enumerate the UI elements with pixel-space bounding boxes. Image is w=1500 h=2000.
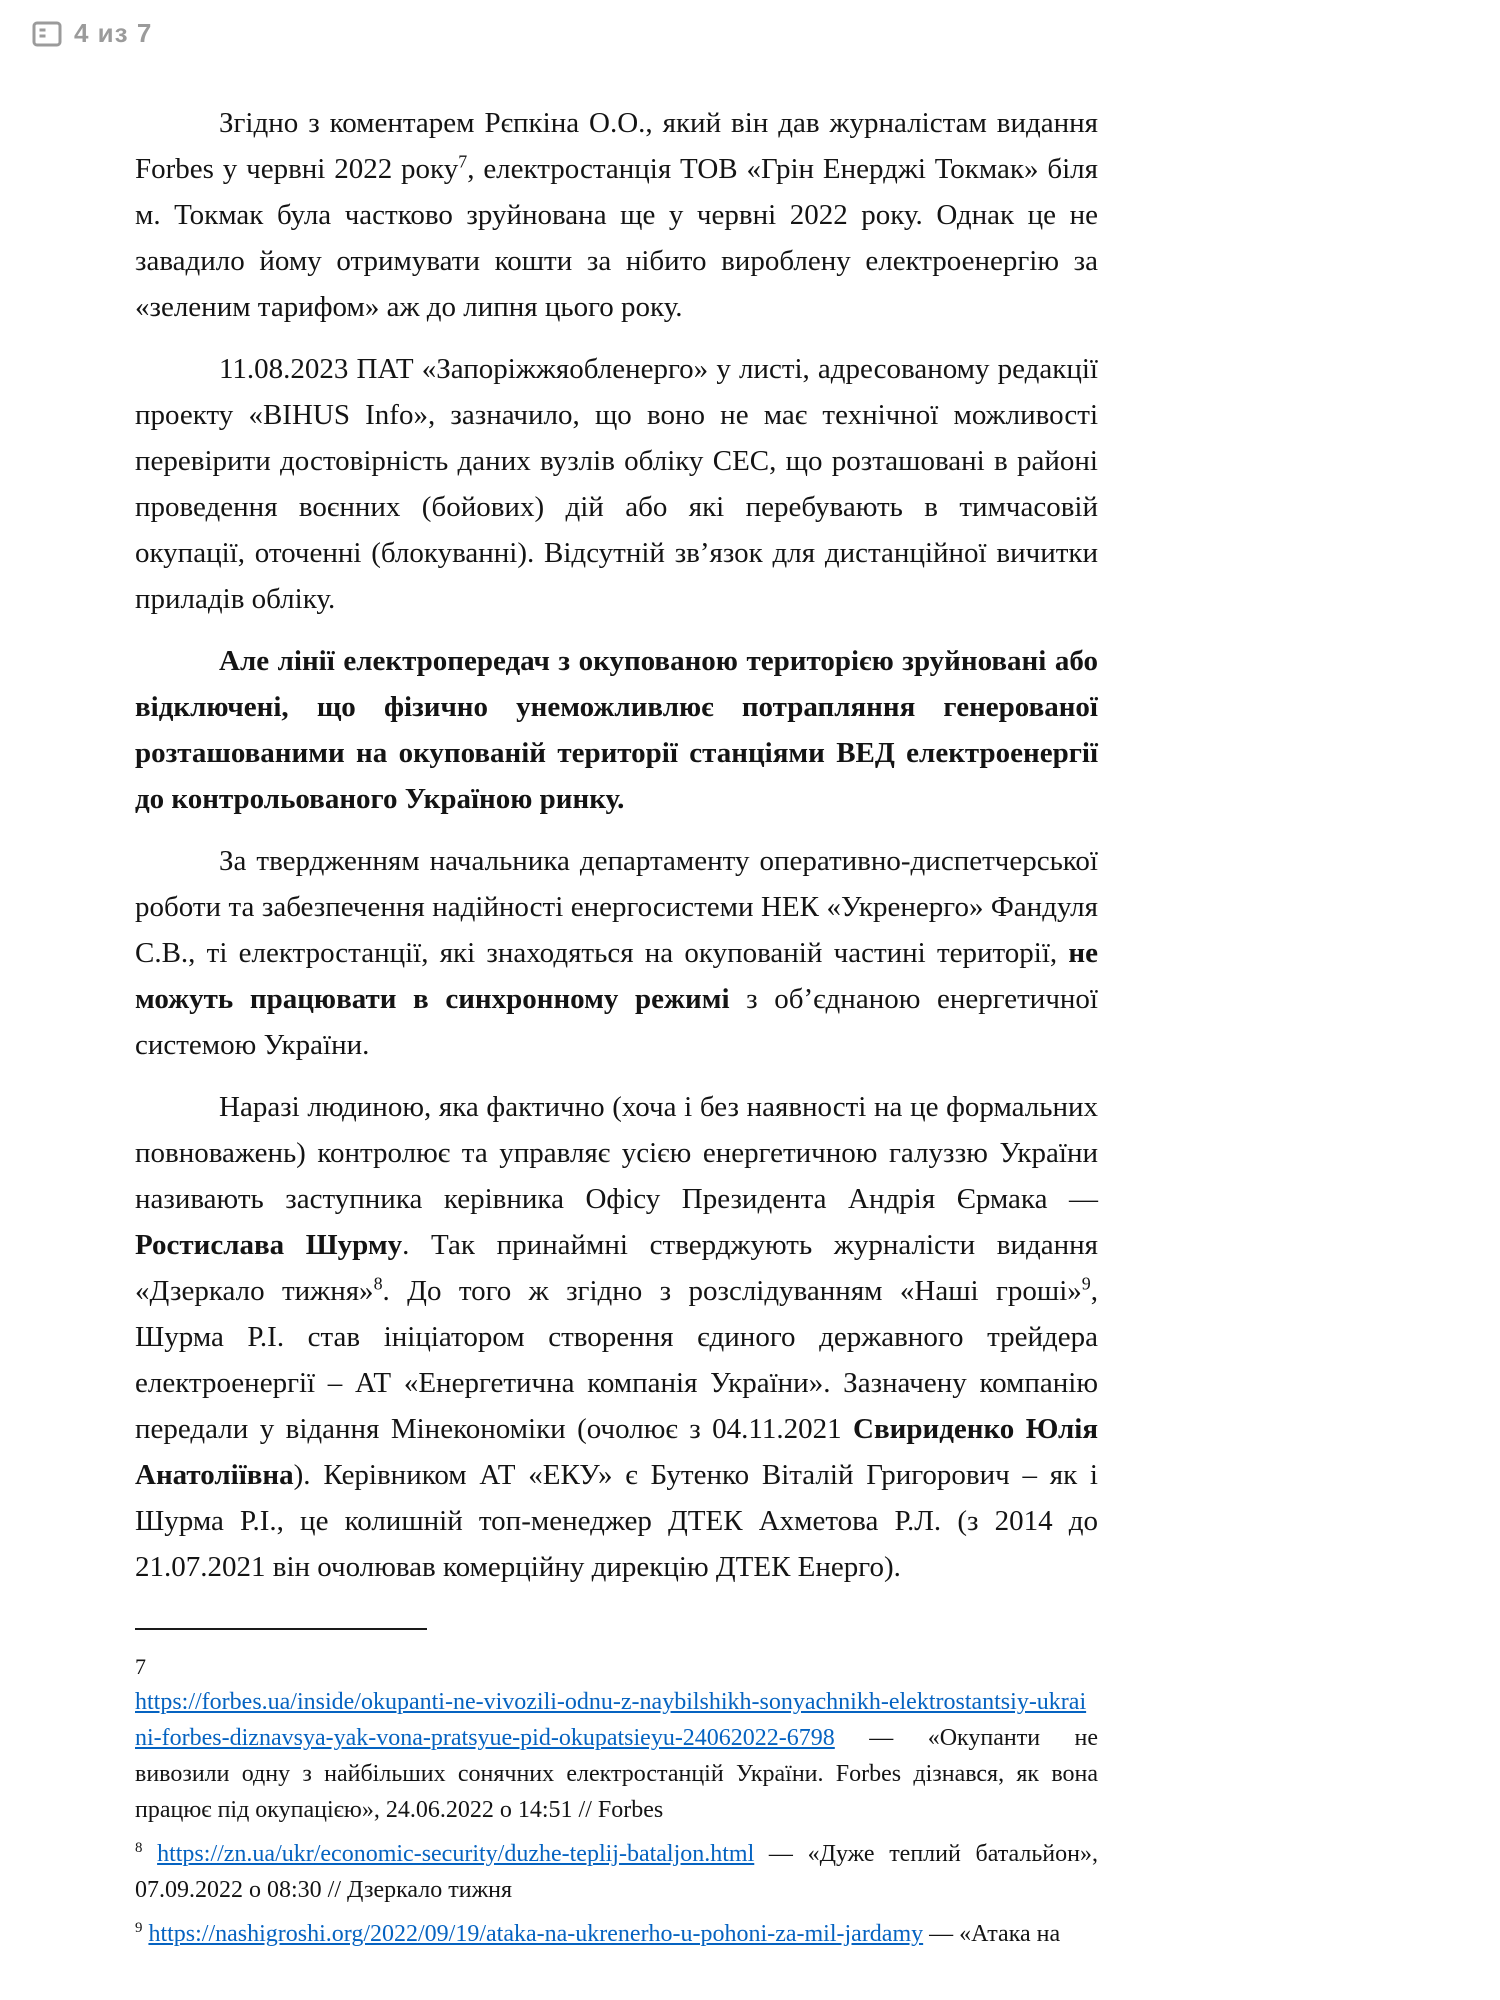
footnote-number: 9 <box>135 1920 143 1936</box>
text-run: не можуть працювати в синхронному режимі <box>135 937 1098 1015</box>
footnote <box>135 1650 1098 1828</box>
text-run: Ростислава Шурму <box>135 1229 403 1261</box>
footnote-url-link[interactable]: https://nashigroshi.org/2022/09/19/ataka-na-ukrenerho-u-pohoni-za-mil-jardamy <box>148 1921 924 1947</box>
text-run: , Шурма Р.І. став ініціатором створення єдиного державного трейдера електроенергії – АТ «Енергетична компанія України». Зазначену компанію передали у відання Мінекономіки (очолює з 04.11.2021 <box>135 1275 1098 1445</box>
footnote-text <box>135 1684 1098 1828</box>
paragraph <box>135 100 1098 330</box>
paragraph <box>135 838 1098 1068</box>
footnote-url-link[interactable]: https://forbes.ua/inside/okupanti-ne-vivozili-odnu-z-naybilshikh-sonyachnikh-elektrostantsiy-ukraini-forbes-diznavsya-yak-vona-pratsyue-pid-okupatsieyu-24062022-6798 <box>135 1689 1087 1751</box>
pages-icon[interactable] <box>32 21 62 47</box>
text-run: — «Атака на <box>923 1921 1061 1947</box>
text-run: з об’єднаною енергетичної системою України. <box>135 983 1098 1061</box>
footnote-url-link[interactable]: https://zn.ua/ukr/economic-security/duzhe-teplij-bataljon.html <box>157 1841 755 1867</box>
text-run: . Так принаймні стверджують журналісти видання «Дзеркало тижня» <box>135 1229 1098 1307</box>
paragraph <box>135 638 1098 822</box>
footnote-ref: 9 <box>1081 1273 1091 1294</box>
footnote <box>135 1836 1098 1908</box>
footnote-number: 8 <box>135 1840 143 1856</box>
text-run: ). Керівником АТ «ЕКУ» є Бутенко Віталій Григорович – як і Шурма Р.І., це колишній топ-менеджер ДТЕК Ахметова Р.Л. (з 2014 до 21.07.2021 він очолював комерційну дирекцію ДТЕК Енерго). <box>135 1459 1098 1583</box>
text-run: Свириденко Юлія Анатоліївна <box>135 1413 1099 1491</box>
text-run: Згідно з коментарем Рєпкіна О.О., який він дав журналістам видання Forbes у червні 2022 року <box>135 107 1098 185</box>
text-run: Але лінії електропередач з окупованою територією зруйновані або відключені, що фізично унеможливлює потрапляння генерованої розташованими на окупованій території станціями ВЕД електроенергії до контрольованого Україною ринку. <box>135 645 1098 815</box>
text-run: — «Окупанти не вивозили одну з найбільших сонячних електростанцій України. Forbes дізнався, як вона працює під окупацією», 24.06.2022 о 14:51 // Forbes <box>135 1725 1098 1823</box>
text-run: 11.08.2023 ПАТ «Запоріжжяобленерго» у листі, адресованому редакції проекту «BIHUS Info», зазначило, що воно не має технічної можливості перевірити достовірність даних вузлів обліку СЕС, що розташовані в районі проведення воєнних (бойових) дій або які перебувають в тимчасовій окупації, оточенні (блокуванні). Відсутній зв’язок для дистанційної вичитки приладів обліку. <box>135 353 1098 615</box>
footnote <box>135 1916 1098 1952</box>
document-body <box>135 100 1098 1590</box>
text-run: — «Дуже теплий батальйон», 07.09.2022 о 08:30 // Дзеркало тижня <box>135 1841 1098 1903</box>
text-run: За твердженням начальника департаменту оперативно-диспетчерської роботи та забезпечення надійності енергосистеми НЕК «Укренерго» Фандуля С.В., ті електростанції, які знаходяться на окупованій частині території, <box>135 845 1098 969</box>
footnote-ref: 8 <box>373 1273 383 1294</box>
page-indicator-label: 4 из 7 <box>74 18 153 48</box>
page-indicator[interactable] <box>32 18 152 49</box>
text-run: , електростанція ТОВ «Грін Енерджі Токмак» біля м. Токмак була частково зруйнована ще у червні 2022 року. Однак це не завадило йому отримувати кошти за нібито вироблену електроенергію за «зеленим тарифом» аж до липня цього року. <box>135 153 1098 323</box>
footnotes <box>135 1650 1098 1952</box>
footnote-ref: 7 <box>458 151 468 172</box>
text-run: Наразі людиною, яка фактично (хоча і без наявності на це формальних повноважень) контролює та управляє усією енергетичною галуззю України називають заступника керівника Офісу Президента Андрія Єрмака — <box>135 1091 1098 1215</box>
paragraph <box>135 1084 1098 1590</box>
footnote-number: 7 <box>135 1654 146 1679</box>
paragraph <box>135 346 1098 622</box>
footnote-separator <box>135 1628 427 1630</box>
text-run: . До того ж згідно з розслідуванням «Наші гроші» <box>382 1275 1082 1307</box>
document-page <box>135 100 1098 1960</box>
